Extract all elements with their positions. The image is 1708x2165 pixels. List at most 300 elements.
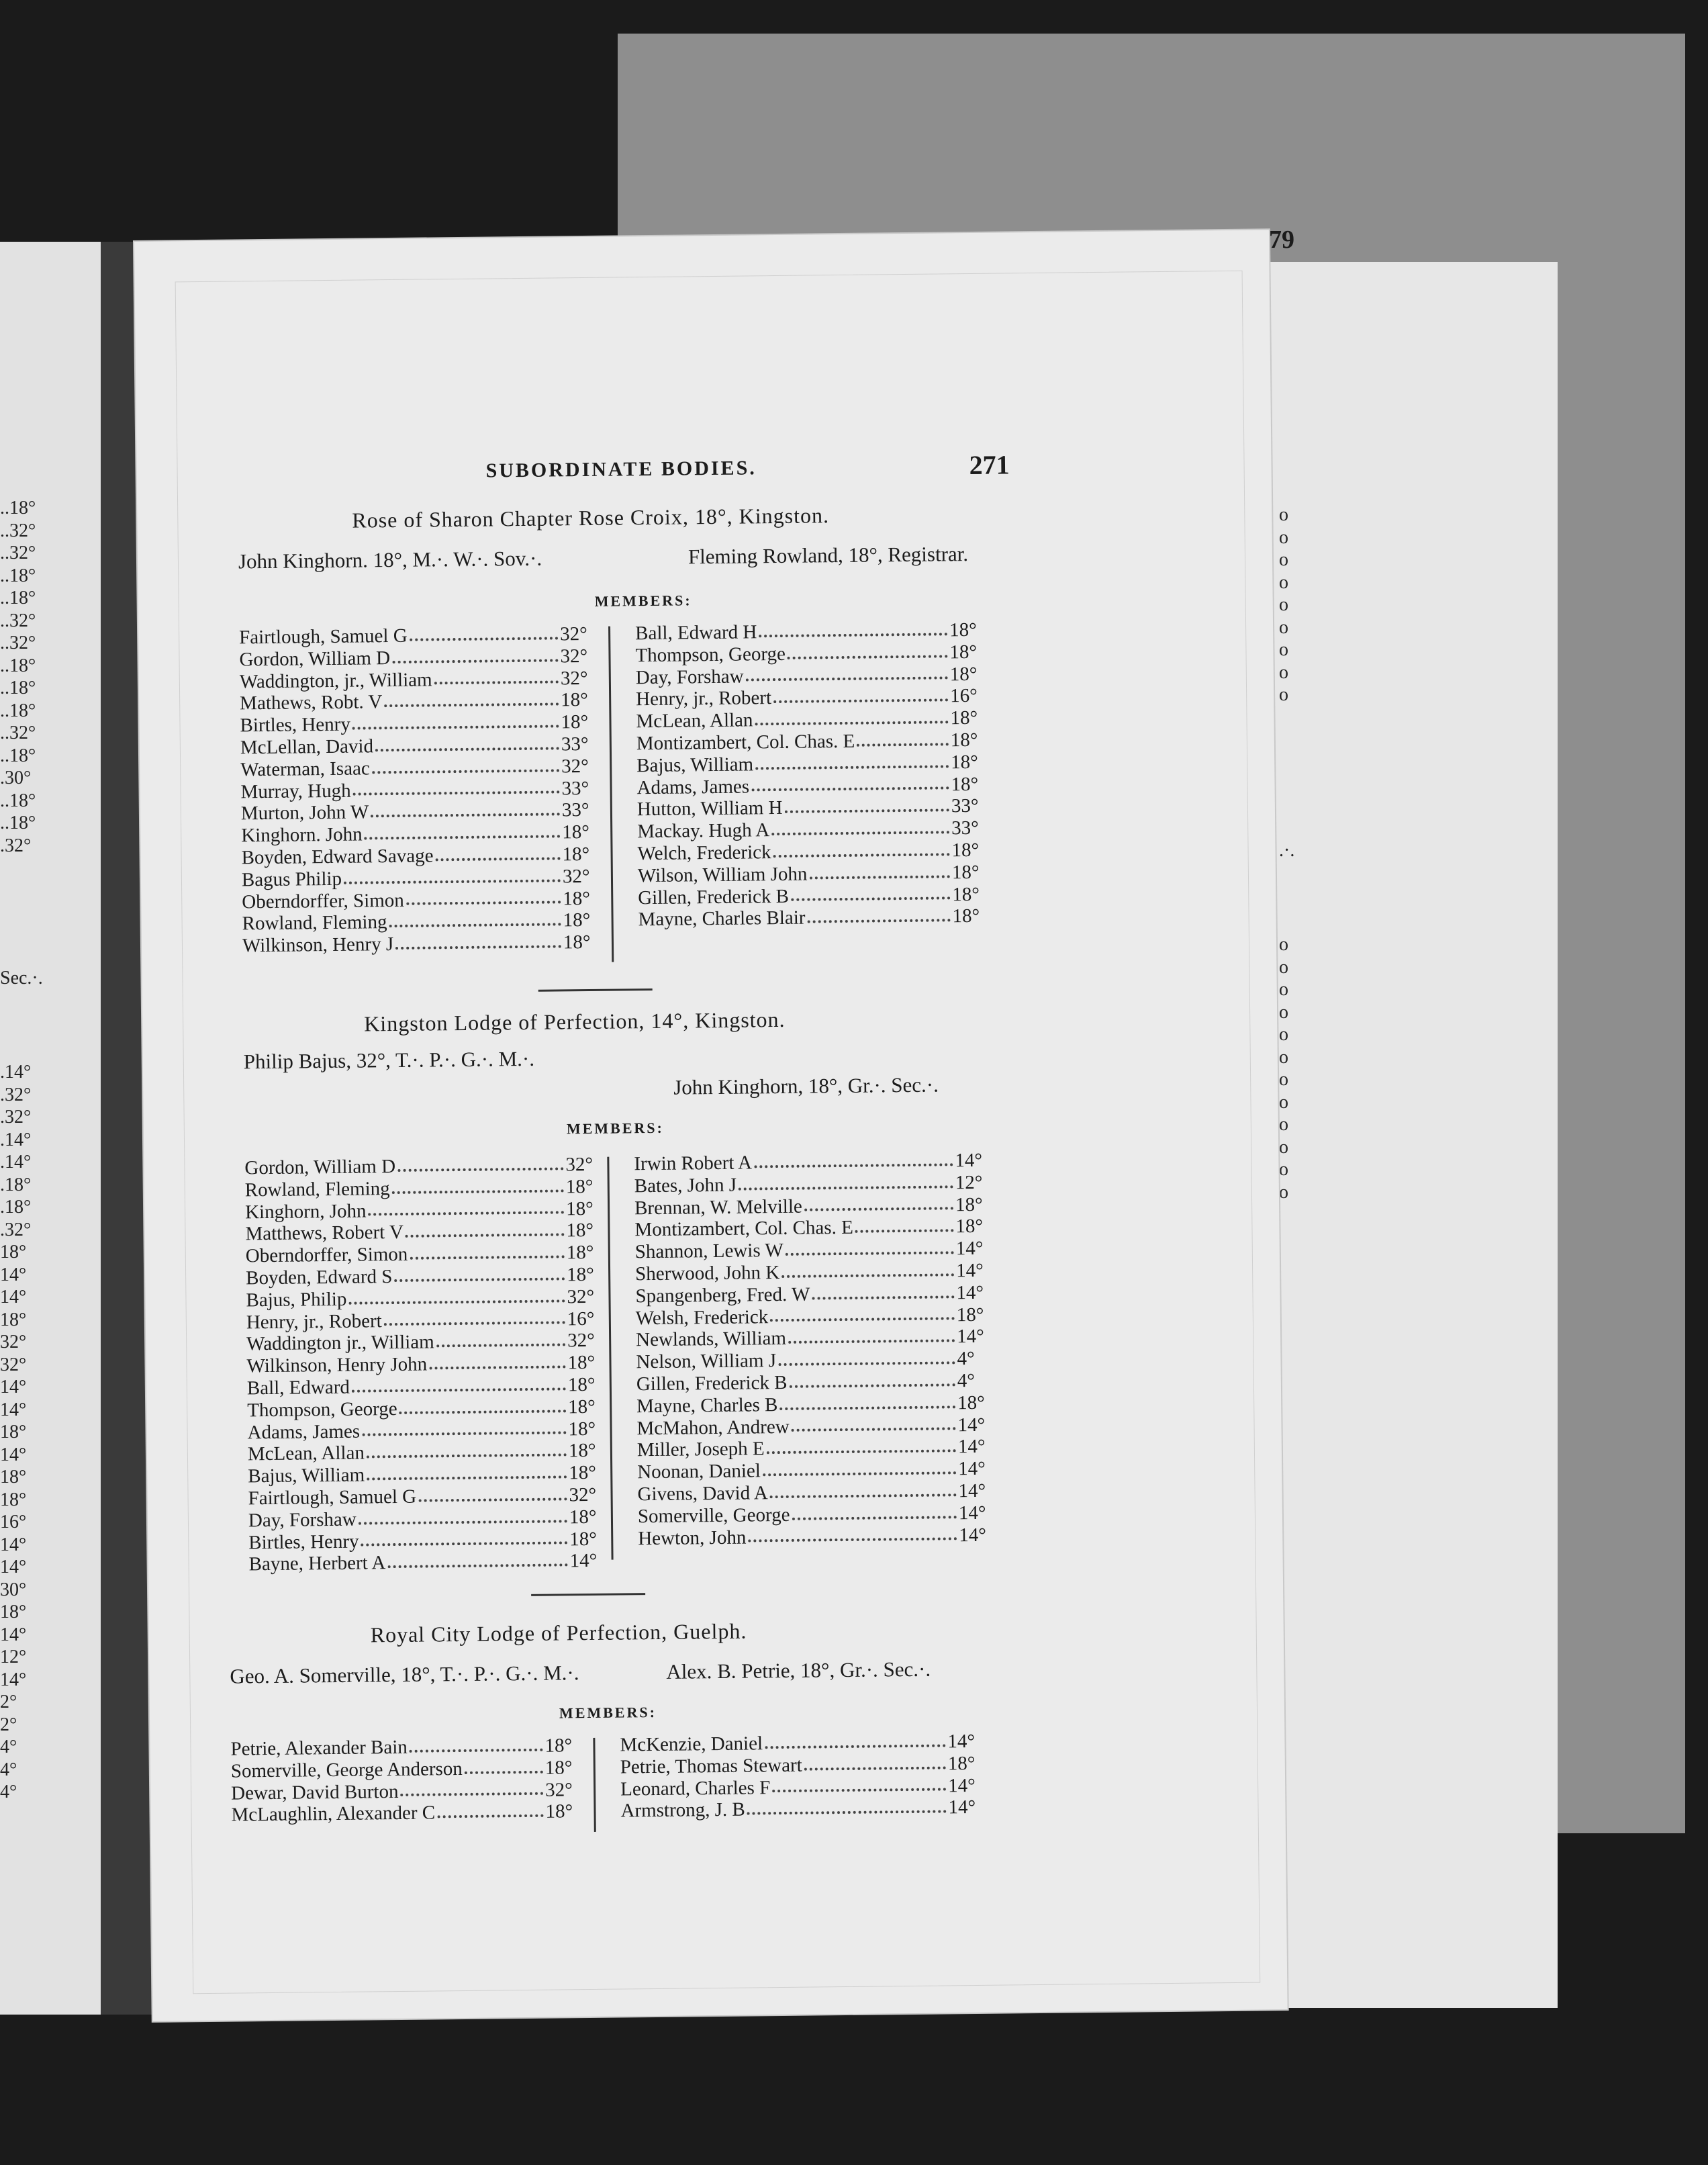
leader-dots [766,1436,955,1455]
officer-right: Fleming Rowland, 18°, Registrar. [687,542,969,569]
member-name: Somerville, George [637,1504,790,1528]
member-name: Adams, James [636,776,750,798]
member-degree: 14° [957,1414,986,1436]
page-fragment-symbol: o [1279,1091,1288,1113]
member-row [246,1352,602,1377]
member-row [248,1506,604,1532]
leader-dots [397,1154,564,1171]
page-fragment: 18° [0,1467,27,1487]
member-name: Mathews, Robt. V [240,691,383,715]
member-degree: 33° [951,795,979,817]
leader-dots [371,800,560,818]
member-row [636,729,986,755]
member-name: Day, Forshaw [635,665,744,688]
member-degree: 18° [951,861,980,884]
member-name: Mayne, Charles B [636,1393,778,1418]
member-row [634,1172,990,1197]
member-name: Murray, Hugh [240,780,351,802]
page-fragment: 18° [0,1422,27,1442]
member-degree: 14° [947,1731,976,1753]
page-fragment: 14° [0,1287,27,1307]
leader-dots [807,906,950,923]
member-row [247,1374,603,1399]
page-fragment: 14° [0,1444,27,1465]
member-row [637,795,986,821]
member-row [636,1370,992,1395]
members-heading: MEMBERS: [594,592,692,610]
member-row [246,1286,602,1311]
member-row [231,1801,580,1827]
member-name: Thompson, George [635,643,786,667]
leader-dots [770,1480,957,1498]
member-degree: 14° [947,1774,976,1797]
member-degree: 32° [565,1153,594,1176]
leader-dots [435,843,560,861]
member-name: Boyden, Edward Savage [241,845,434,869]
page-fragment: 14° [0,1534,27,1555]
member-row [240,667,596,692]
page-fragment: ..32° [0,633,36,653]
member-name: Oberndorffer, Simon [245,1244,408,1267]
leader-dots [389,910,561,927]
leader-dots [406,1220,565,1238]
running-head: SUBORDINATE BODIES. [485,457,757,482]
member-degree: 18° [563,931,591,954]
member-degree: 14° [955,1238,984,1260]
page-fragment: ..18° [0,813,36,833]
leader-dots [773,839,949,858]
leader-dots [747,1797,947,1815]
member-degree: 12° [955,1171,983,1194]
page-fragment-symbol: o [1279,1159,1288,1180]
member-degree: 18° [562,821,590,843]
member-name: Gillen, Frederick B [636,1371,788,1395]
member-degree: 18° [563,909,591,931]
leader-dots [406,888,561,905]
member-name: Leonard, Charles F [620,1776,771,1800]
member-name: Adams, James [247,1420,361,1443]
member-degree: 18° [947,1752,976,1775]
leader-dots [362,1418,567,1436]
member-degree: 33° [951,817,979,839]
member-name: Birtles, Henry [248,1530,359,1553]
leader-dots [751,774,949,792]
leader-dots [779,1392,955,1410]
member-degree: 14° [569,1550,598,1572]
page-fragment: 18° [0,1602,27,1622]
section-title-rose-of-sharon: Rose of Sharon Chapter Rose Croix, 18°, Kingston. [352,503,830,533]
member-row [245,1176,601,1201]
leader-dots [772,1775,946,1793]
page-fragment: ..18° [0,655,36,676]
member-row [248,1484,604,1510]
member-name: Wilkinson, Henry J [242,933,394,957]
leader-dots [399,1396,566,1414]
page-fragment: 2° [0,1714,17,1735]
page-fragment-symbol: o [1279,1069,1288,1090]
member-degree: 18° [563,887,591,909]
leader-dots [754,1150,953,1168]
member-name: Brennan, W. Melville [634,1195,802,1219]
member-row [638,1502,994,1527]
leader-dots [778,1348,955,1366]
member-row [245,1219,601,1245]
member-degree: 18° [952,905,980,927]
member-row [637,1458,993,1483]
leader-dots [392,645,559,663]
member-name: Petrie, Alexander Bain [230,1736,408,1760]
member-name: Fairtlough, Samuel G [239,625,408,649]
member-list-left [239,623,598,957]
member-row [638,905,987,931]
page-fragment-symbol: o [1279,661,1288,683]
member-name: Dewar, David Burton [231,1780,399,1804]
page-fragment: 14° [0,1557,27,1577]
member-name: Fairtlough, Samuel G [248,1485,417,1510]
page-fragment: .32° [0,1107,32,1127]
officer-right: John Kinghorn, 18°, Gr.·. Sec.·. [673,1072,939,1099]
member-name: Welch, Frederick [637,841,771,865]
page-fragment: 12° [0,1647,27,1667]
page-fragment: 4° [0,1782,17,1802]
member-row [636,1326,992,1351]
member-name: Newlands, William [636,1328,787,1351]
member-degree: 4° [957,1369,976,1392]
member-row [634,1150,990,1175]
leader-dots [745,663,947,682]
member-degree: 18° [567,1373,596,1396]
member-name: McMahon, Andrew [636,1416,790,1439]
member-degree: 18° [569,1462,597,1484]
member-degree: 18° [544,1757,573,1779]
section-title-royal-city-lodge: Royal City Lodge of Perfection, Guelph. [370,1618,747,1647]
member-row [241,821,597,847]
leader-dots [465,1757,543,1774]
member-name: Gordon, William D [239,647,391,671]
member-name: Waddington, jr., William [239,668,432,692]
member-name: Murton, John W [240,801,369,825]
member-row [248,1528,604,1553]
member-degree: 14° [959,1524,987,1546]
member-row [240,733,596,759]
leader-dots [418,1484,567,1502]
member-name: Mayne, Charles Blair [638,907,806,931]
page-fragment: .32° [0,835,32,856]
page-fragment: ..32° [0,610,36,631]
member-degree: 14° [957,1436,986,1458]
page-fragment: ..18° [0,498,36,518]
member-degree: 18° [955,1193,983,1215]
leader-dots [788,641,948,659]
leader-dots [384,1308,565,1326]
leader-dots [400,1779,543,1796]
page-fragment: 18° [0,1242,27,1262]
member-degree: 32° [562,865,590,888]
member-name: Nelson, William J [636,1350,777,1373]
member-row [636,1348,992,1373]
page-fragment: 18° [0,1309,27,1330]
leader-dots [788,1326,955,1344]
member-row [636,751,986,777]
leader-dots [394,1264,565,1281]
member-degree: 18° [951,773,979,795]
member-degree: 18° [568,1440,596,1462]
member-name: Waddington jr., William [246,1331,434,1355]
member-name: Thompson, George [247,1397,397,1422]
member-row [247,1418,603,1443]
member-degree: 32° [559,623,587,645]
member-name: Shannon, Lewis W [634,1240,784,1263]
member-name: Waterman, Isaac [240,757,370,781]
leader-dots [763,1458,957,1476]
leader-dots [352,778,559,796]
member-row [634,1215,990,1241]
member-name: Montizambert, Col. Chas. E [634,1217,854,1241]
leader-dots [759,619,947,637]
member-degree: 33° [561,777,589,799]
leader-dots [365,822,561,840]
member-row [637,839,986,865]
main-page [134,230,1288,2021]
member-degree: 14° [956,1326,984,1348]
member-degree: 32° [545,1778,573,1801]
member-row [635,1238,991,1263]
page-fragment: 30° [0,1579,27,1600]
member-name: Kinghorn, John [244,1200,367,1223]
member-degree: 18° [545,1800,573,1823]
leader-dots [771,818,949,836]
leader-dots [384,690,559,708]
member-name: Noonan, Daniel [637,1460,761,1483]
leader-dots [812,1282,954,1299]
page-fragment: 18° [0,1489,27,1510]
page-fragment: ..32° [0,543,36,563]
leader-dots [804,1194,954,1211]
member-name: McLaughlin, Alexander C [231,1802,436,1827]
members-heading: MEMBERS: [559,1703,657,1722]
member-degree: 18° [952,883,980,905]
member-row [638,1524,994,1549]
member-name: Hutton, William H [636,797,783,821]
leader-dots [755,751,949,770]
member-degree: 18° [951,839,980,862]
member-name: Birtles, Henry [240,713,351,737]
page-fragment-symbol: o [1279,979,1288,1000]
leader-dots [434,667,558,685]
member-row [244,1154,600,1179]
adjacent-right-page [1242,226,1558,2008]
page-fragment: ..32° [0,723,36,743]
member-name: Somerville, George Anderson [230,1757,463,1782]
member-name: Bajus, Philip [246,1288,347,1311]
member-row [634,1193,990,1219]
member-degree: 33° [561,733,589,755]
member-name: McLellan, David [240,735,374,759]
leader-dots [372,755,560,774]
member-degree: 14° [958,1502,986,1524]
page-fragment: 4° [0,1759,17,1780]
member-degree: 18° [949,663,978,685]
page-fragment: 4° [0,1737,17,1757]
member-row [635,1260,991,1285]
leader-dots [352,712,559,730]
officer-left: Philip Bajus, 32°, T.·. P.·. G.·. M.·. [243,1046,535,1074]
leader-dots [786,1238,954,1255]
member-name: Petrie, Thomas Stewart [620,1754,802,1778]
leader-dots [770,1304,955,1322]
member-row [636,773,986,798]
page-fragment: 14° [0,1377,27,1397]
member-name: Irwin Robert A [634,1152,753,1175]
page-fragment: ..18° [0,678,36,698]
leader-dots [387,1551,567,1569]
leader-dots [348,1286,565,1304]
leader-dots [857,729,949,746]
leader-dots [809,862,950,879]
page-fragment-symbol: o [1279,684,1288,705]
member-name: Henry, jr., Robert [636,687,772,710]
page-fragment: ..18° [0,588,36,608]
member-row [638,883,987,909]
member-degree: 18° [566,1263,594,1286]
member-list-left [244,1154,604,1576]
page-fragment-symbol: o [1279,1136,1288,1158]
member-degree: 18° [566,1219,594,1242]
leader-dots [855,1216,954,1233]
member-name: McKenzie, Daniel [620,1733,763,1756]
member-list-right [635,619,988,931]
member-degree: 18° [568,1395,596,1418]
member-name: Mackay. Hugh A [637,819,770,843]
member-row [239,645,595,671]
leader-dots [392,1176,564,1193]
left-page-degree-column-top [0,497,36,857]
left-page-degree-column-bottom [0,1061,31,1804]
member-row [231,1757,580,1782]
page-fragment-symbol: o [1279,571,1288,593]
member-degree: 18° [561,711,589,733]
officer-right: Alex. B. Petrie, 18°, Gr.·. Sec.·. [666,1657,931,1684]
page-number: 271 [969,449,1010,480]
page-fragment-symbol: o [1279,934,1288,955]
member-degree: 18° [569,1506,597,1528]
leader-dots [739,1172,953,1190]
page-fragment-symbol: o [1279,956,1288,978]
member-name: Bagus Philip [241,868,342,891]
member-degree: 18° [562,843,590,866]
page-fragment-symbol: o [1279,639,1288,660]
member-row [231,1779,580,1804]
member-row [637,1480,993,1506]
members-heading: MEMBERS: [566,1119,664,1138]
leader-dots [804,1753,946,1770]
leader-dots [789,1370,955,1387]
leader-dots [367,1463,567,1481]
member-degree: 18° [950,707,978,729]
member-row [248,1440,604,1465]
leader-dots [791,884,951,901]
left-page-middle-fragment: Sec.·. [0,968,43,988]
member-name: Ball, Edward [246,1376,350,1399]
leader-dots [765,1731,946,1749]
page-fragment: 14° [0,1264,27,1285]
page-fragment: ..18° [0,790,36,811]
member-row [241,843,597,869]
page-fragment-symbol: o [1279,594,1288,615]
page-fragment: .32° [0,1219,32,1240]
member-degree: 4° [957,1348,975,1370]
member-row [245,1197,601,1223]
member-degree: 18° [951,751,978,774]
page-fragment-symbol: o [1279,549,1288,570]
right-page-degree-column-top [1279,504,1288,706]
section-title-kingston-lodge: Kingston Lodge of Perfection, 14°, Kingston. [364,1007,786,1036]
member-name: Oberndorffer, Simon [242,889,404,913]
member-name: Montizambert, Col. Chas. E [636,730,855,755]
member-row [636,663,985,688]
member-name: Matthews, Robert V [245,1222,404,1245]
member-degree: 14° [956,1281,984,1304]
member-name: Gillen, Frederick B [638,885,790,909]
member-name: Gordon, William D [244,1156,396,1179]
page-fragment-symbol: o [1279,1024,1288,1045]
member-degree: 18° [544,1735,573,1757]
officer-left: Geo. A. Somerville, 18°, T.·. P.·. G.·. M.·. [230,1661,579,1688]
leader-dots [344,866,561,884]
member-row [635,641,984,667]
member-row [240,711,596,737]
page-fragment-symbol: o [1279,526,1288,548]
member-row [246,1264,602,1289]
member-list-right [634,1150,994,1550]
right-page-middle-fragment: .·. [1279,840,1295,861]
leader-dots [781,1260,954,1277]
page-fragment-symbol: o [1279,1046,1288,1068]
member-degree: 32° [560,645,588,667]
member-row [248,1550,604,1575]
page-fragment-symbol: o [1279,616,1288,638]
leader-dots [755,708,948,726]
member-row [242,909,598,935]
page-fragment-symbol: o [1279,1181,1288,1203]
member-degree: 32° [561,755,589,778]
page-fragment-symbol: o [1279,504,1288,525]
member-row [635,1282,991,1307]
page-fragment: ..32° [0,520,36,541]
member-degree: 18° [956,1303,984,1326]
member-degree: 18° [955,1215,984,1238]
member-name: Bajus, William [248,1464,365,1487]
adjacent-page-number: 79 [1269,226,1294,254]
member-degree: 18° [561,689,588,711]
member-name: Welsh, Frederick [635,1305,769,1329]
member-row [240,777,596,802]
member-row [636,1391,992,1417]
member-row [246,1307,602,1333]
member-degree: 18° [568,1418,596,1440]
page-fragment: ..18° [0,745,36,766]
member-row [240,755,596,781]
leader-dots [375,733,559,751]
member-degree: 16° [567,1307,595,1330]
member-degree: 14° [955,1149,983,1172]
member-name: Sherwood, John K [634,1262,780,1285]
page-fragment: 2° [0,1692,17,1712]
member-list-right [620,1731,983,1823]
member-row [241,799,597,825]
member-degree: 18° [569,1528,598,1550]
member-degree: 18° [565,1175,594,1198]
